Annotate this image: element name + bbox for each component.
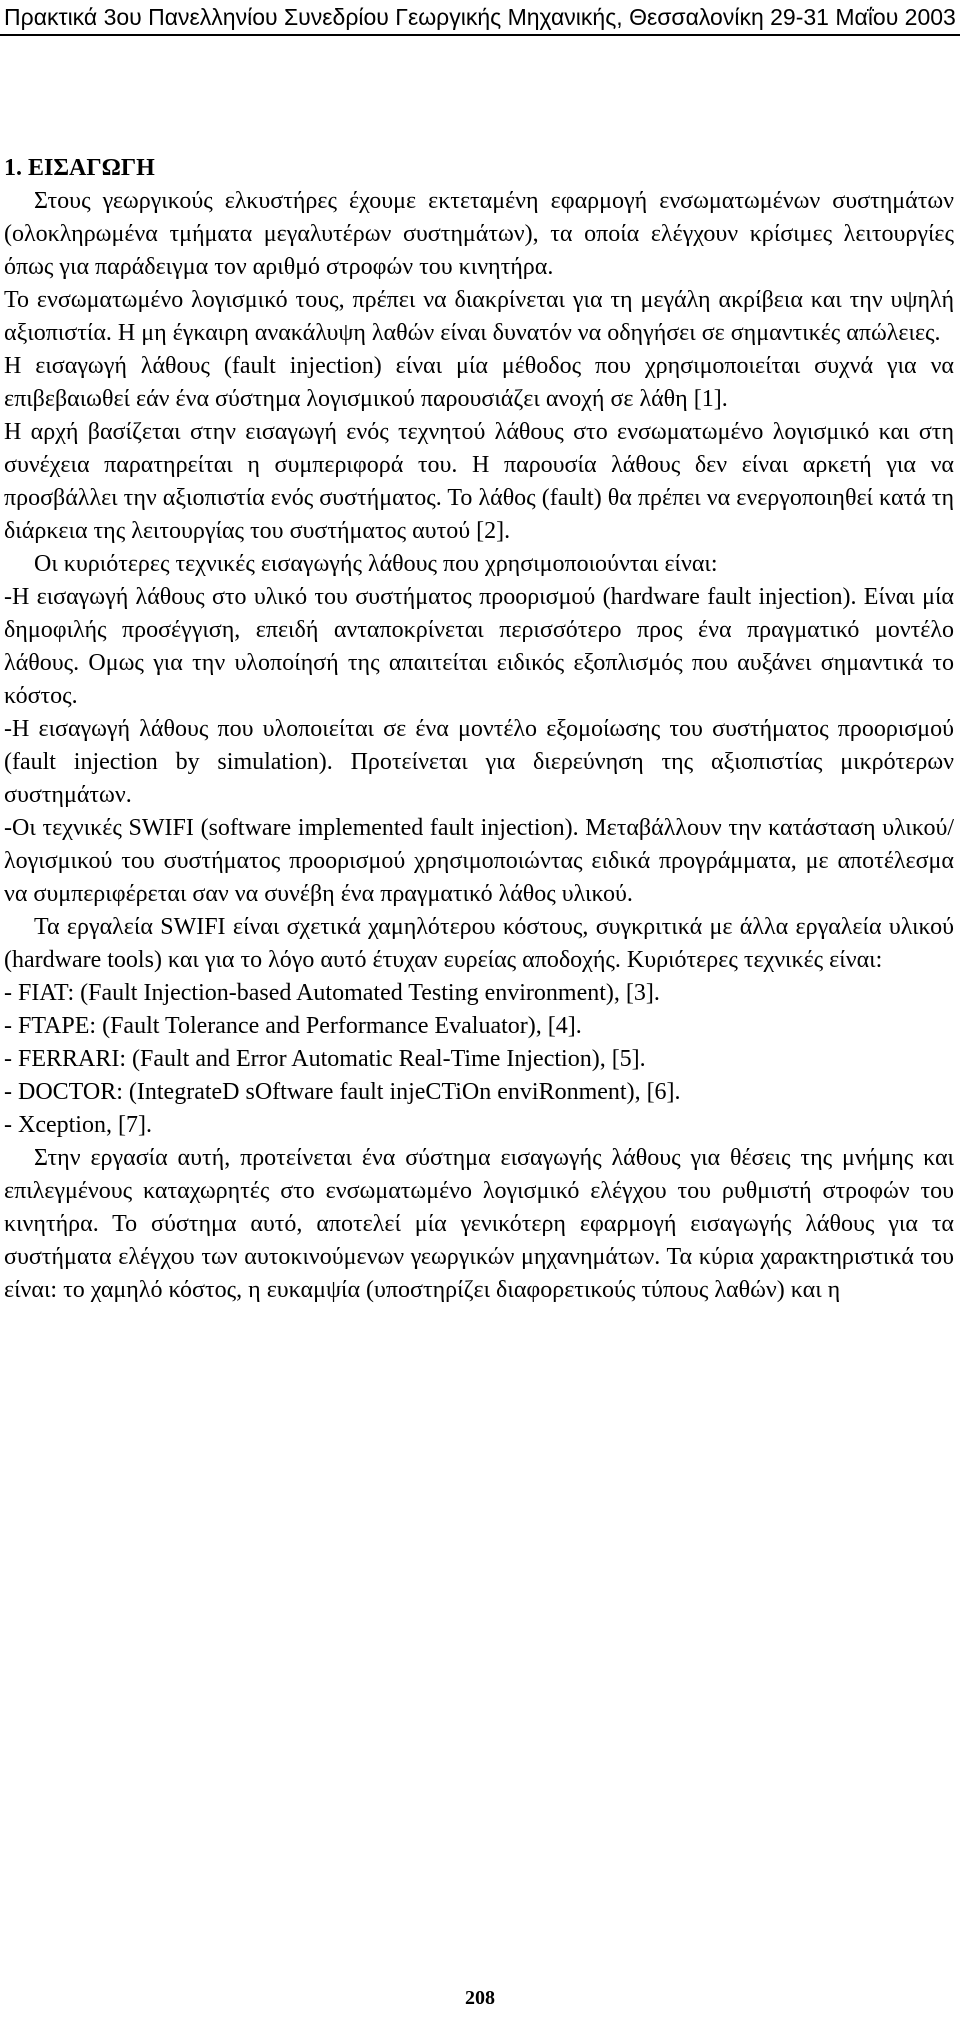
list-item-ferrari: - FERRARI: (Fault and Error Automatic Real-Time Injection), [5]. [4,1046,646,1072]
list-item-doctor: - DOCTOR: (IntegrateD sOftware fault injeCTiOn enviRonment), [6]. [4,1079,681,1105]
paragraph-4: Η αρχή βασίζεται στην εισαγωγή ενός τεχνητού λάθους στο ενσωματωμένο λογισμικό και στη συνέχεια παρατηρείται η συμπεριφορά του. Η παρουσία λάθους δεν είναι αρκετή για να προσβάλλει την αξιοπιστία ενός συστήματος. Το λάθος (fault) θα πρέπει να ενεργοποιηθεί κατά τη διάρκεια της λειτουργίας του συστήματος αυτού [2]. [4,419,954,544]
section-title: 1. ΕΙΣΑΓΩΓΗ [4,155,155,181]
paragraph-8: -Οι τεχνικές SWIFI (software implemented fault injection). Μεταβάλλουν την κατάσταση υλικού/λογισμικού του συστήματος προορισμού χρησιμοποιώντας ειδικά προγράμματα, με αποτέλεσμα να συμπεριφέρεται σαν να συνέβη ένα πραγματικό λάθος υλικού. [4,815,954,907]
paragraph-1: Στους γεωργικούς ελκυστήρες έχουμε εκτεταμένη εφαρμογή ενσωματωμένων συστημάτων (ολοκληρωμένα τμήματα μεγαλυτέρων συστημάτων), τα οποία ελέγχουν κρίσιμες λειτουργίες όπως για παράδειγμα τον αριθμό στροφών του κινητήρα. [4,188,954,280]
paragraph-5: Οι κυριότερες τεχνικές εισαγωγής λάθους που χρησιμοποιούνται είναι: [34,551,718,577]
main-content [4,152,954,1307]
list-item-xception: - Xception, [7]. [4,1112,152,1138]
paragraph-9: Τα εργαλεία SWIFI είναι σχετικά χαμηλότερου κόστους, συγκριτικά με άλλα εργαλεία υλικού (hardware tools) και για το λόγο αυτό έτυχαν ευρείας αποδοχής. Κυριότερες τεχνικές είναι: [4,914,954,973]
paragraph-6: -Η εισαγωγή λάθους στο υλικό του συστήματος προορισμού (hardware fault injection). Είναι μία δημοφιλής προσέγγιση, επειδή ανταποκρίνεται περισσότερο προς ένα πραγματικό μοντέλο λάθους. Ομως για την υλοποίησή της απαιτείται ειδικός εξοπλισμός που αυξάνει σημαντικά το κόστος. [4,584,954,709]
paragraph-15: Στην εργασία αυτή, προτείνεται ένα σύστημα εισαγωγής λάθους για θέσεις της μνήμης και επιλεγμένους καταχωρητές στο ενσωματωμένο λογισμικό ελέγχου του ρυθμιστή στροφών του κινητήρα. Το σύστημα αυτό, αποτελεί μία γενικότερη εφαρμογή εισαγωγής λάθους για τα συστήματα ελέγχου των αυτοκινούμενων γεωργικών μηχανημάτων. Τα κύρια χαρακτηριστικά του είναι: το χαμηλό κόστος, η ευκαμψία (υποστηρίζει διαφορετικούς τύπους λαθών) και η [4,1145,954,1303]
paragraph-7: -Η εισαγωγή λάθους που υλοποιείται σε ένα μοντέλο εξομοίωσης του συστήματος προορισμού (fault injection by simulation). Προτείνεται για διερεύνηση της αξιοπιστίας μικρότερων συστημάτων. [4,716,954,808]
list-item-ftape: - FTAPE: (Fault Tolerance and Performance Evaluator), [4]. [4,1013,582,1039]
page-number: 208 [465,1987,495,2009]
running-header: Πρακτικά 3ου Πανελληνίου Συνεδρίου Γεωργικής Μηχανικής, Θεσσαλονίκη 29-31 Μαΐου 2003 [0,0,960,36]
list-item-fiat: - FIAT: (Fault Injection-based Automated Testing environment), [3]. [4,980,660,1006]
paragraph-2: Το ενσωματωμένο λογισμικό τους, πρέπει να διακρίνεται για τη μεγάλη ακρίβεια και την υψηλή αξιοπιστία. Η μη έγκαιρη ανακάλυψη λαθών είναι δυνατόν να οδηγήσει σε σημαντικές απώλειες. [4,287,954,346]
paragraph-3: Η εισαγωγή λάθους (fault injection) είναι μία μέθοδος που χρησιμοποιείται συχνά για να επιβεβαιωθεί εάν ένα σύστημα λογισμικού παρουσιάζει ανοχή σε λάθη [1]. [4,353,954,412]
